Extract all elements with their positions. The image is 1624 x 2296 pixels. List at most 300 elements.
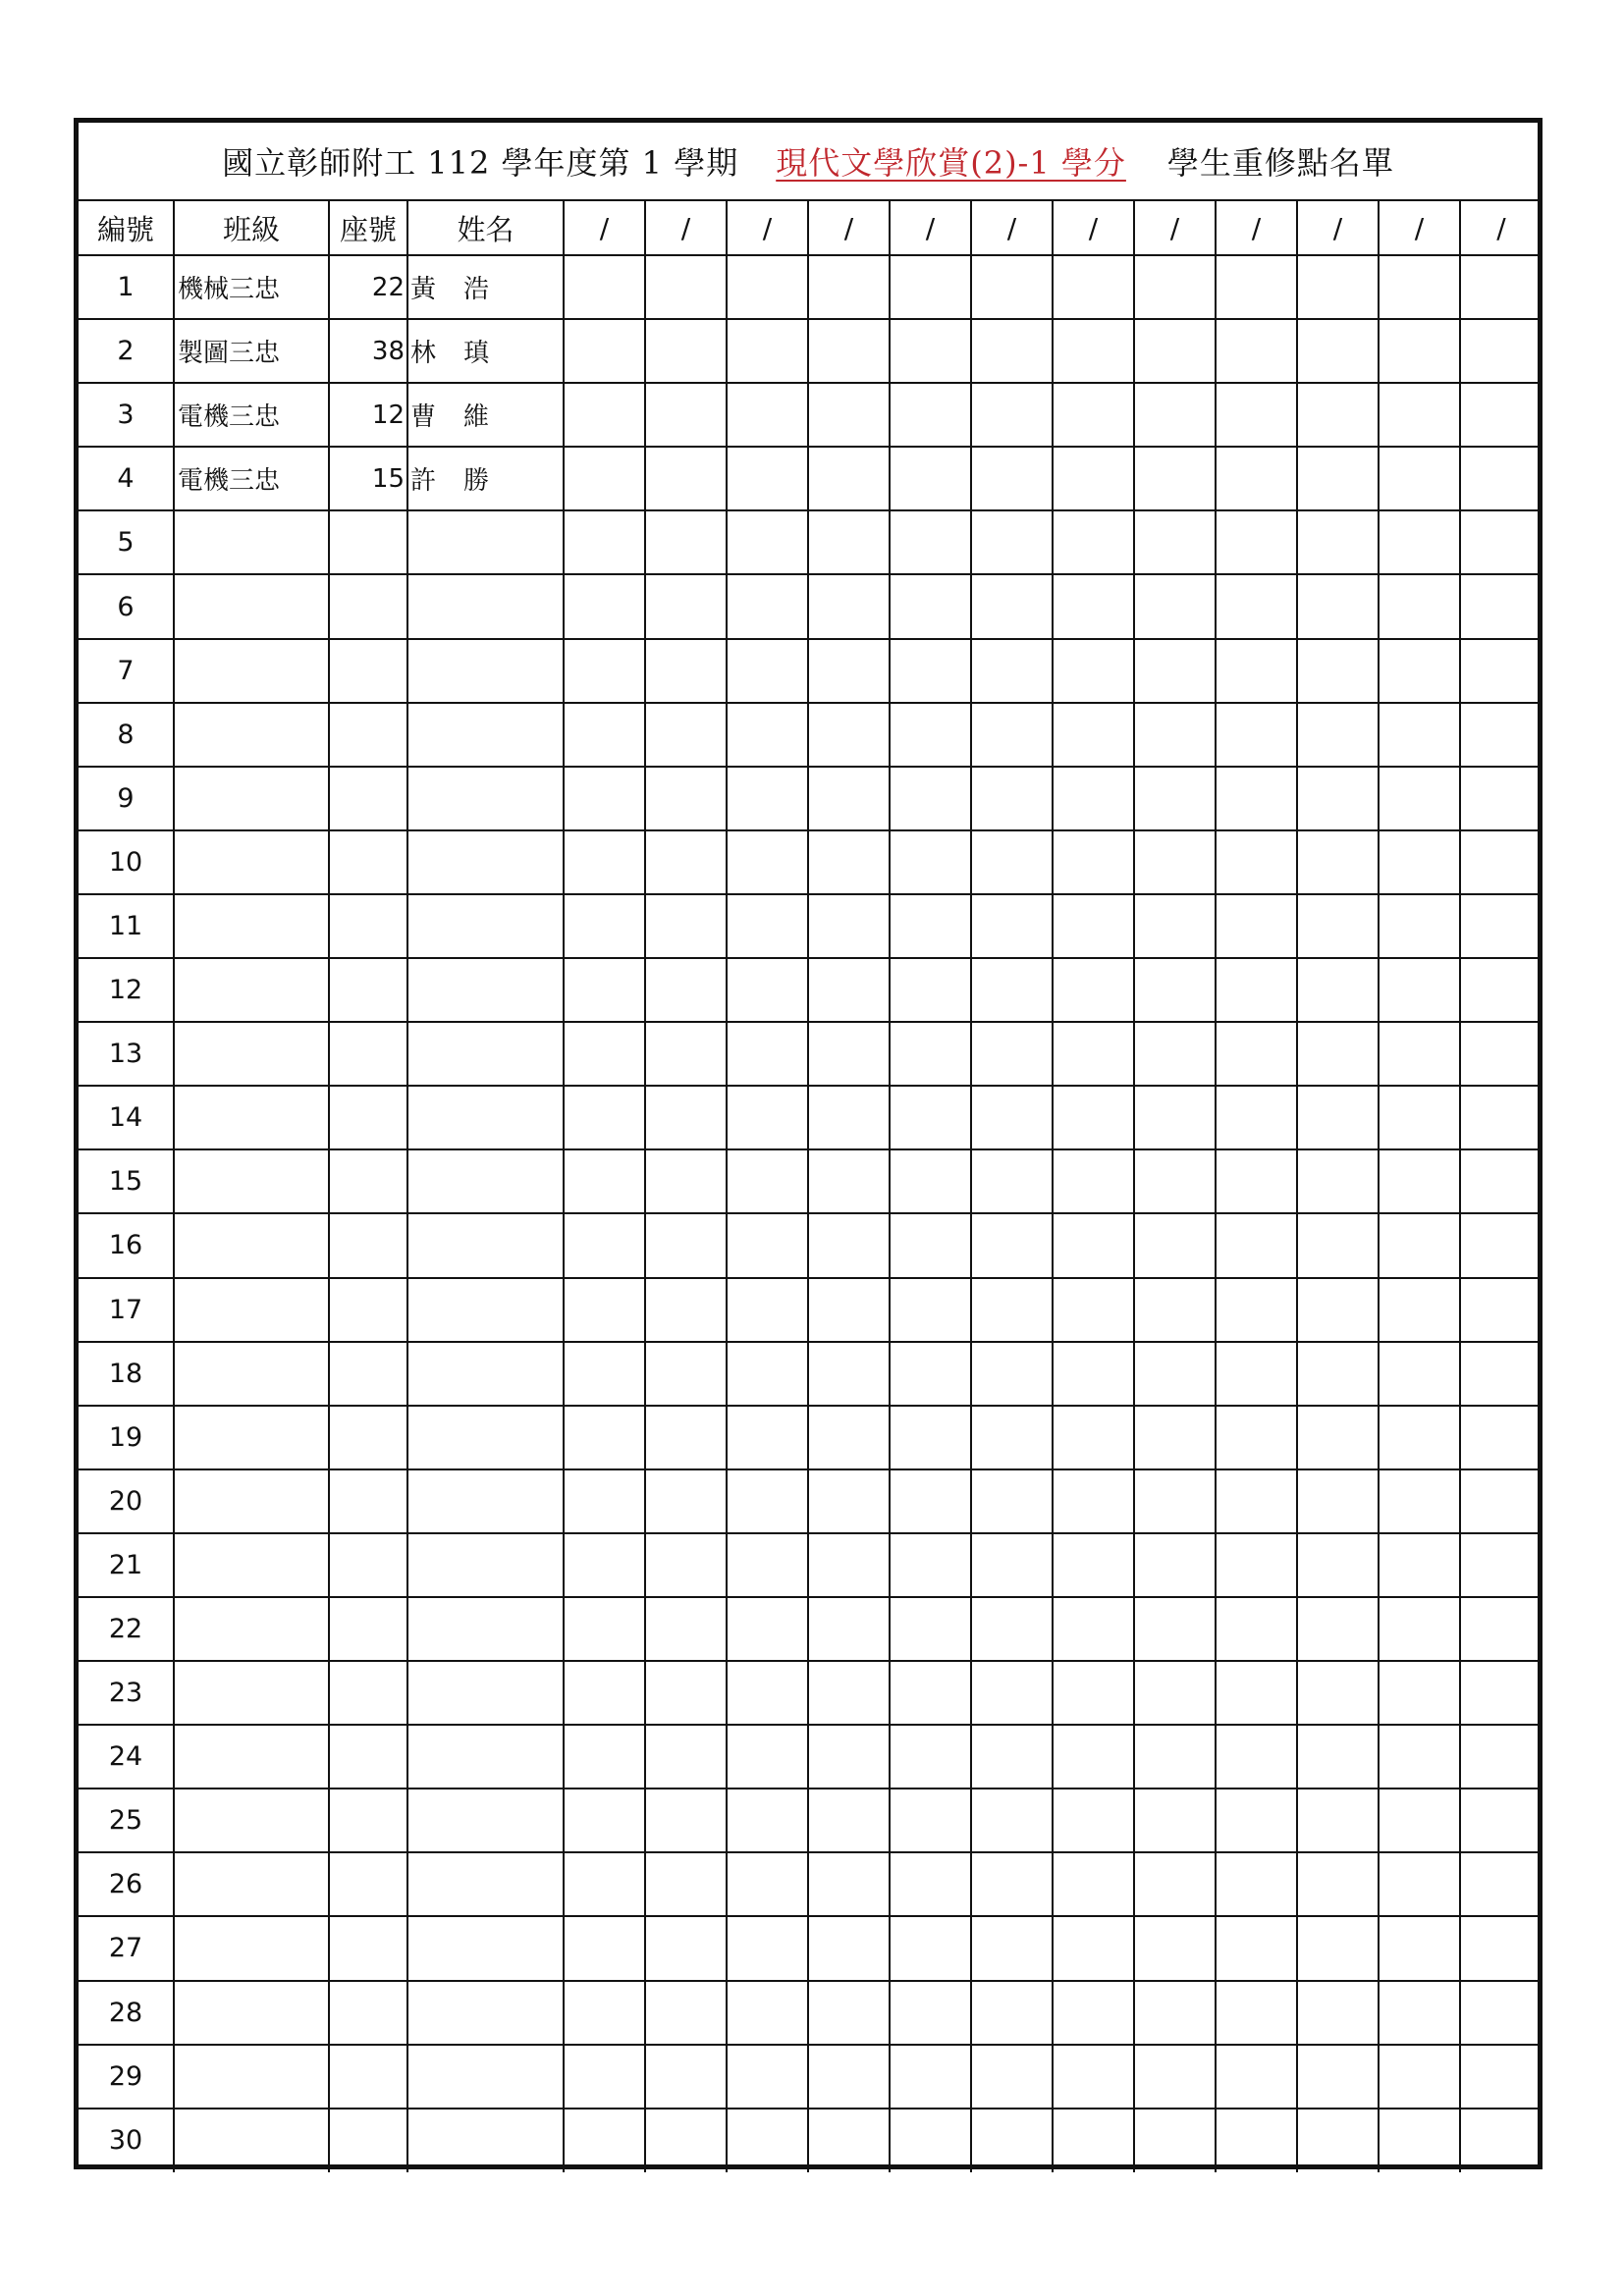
attendance-cell[interactable] [645,1278,727,1342]
attendance-cell[interactable] [1460,830,1542,894]
attendance-cell[interactable] [564,1661,645,1725]
attendance-cell[interactable] [1379,1852,1460,1916]
attendance-cell[interactable] [1216,894,1297,958]
attendance-cell[interactable] [564,767,645,830]
attendance-cell[interactable] [808,319,890,383]
attendance-cell[interactable] [1460,1213,1542,1277]
attendance-cell[interactable] [645,383,727,447]
attendance-cell[interactable] [1460,1469,1542,1533]
attendance-cell[interactable] [564,1981,645,2045]
attendance-cell[interactable] [1134,2109,1216,2172]
attendance-cell[interactable] [1297,2109,1379,2172]
attendance-cell[interactable] [564,1213,645,1277]
attendance-cell[interactable] [971,639,1053,703]
attendance-cell[interactable] [1460,1789,1542,1852]
attendance-cell[interactable] [890,1086,971,1149]
attendance-cell[interactable] [971,1981,1053,2045]
attendance-cell[interactable] [971,447,1053,510]
attendance-cell[interactable] [808,1406,890,1469]
attendance-cell[interactable] [1134,447,1216,510]
attendance-cell[interactable] [1297,1916,1379,1980]
attendance-cell[interactable] [645,639,727,703]
attendance-cell[interactable] [1053,447,1134,510]
attendance-cell[interactable] [1379,1597,1460,1661]
attendance-cell[interactable] [645,1981,727,2045]
attendance-cell[interactable] [808,1342,890,1406]
attendance-cell[interactable] [727,1725,808,1789]
attendance-cell[interactable] [1053,1725,1134,1789]
attendance-cell[interactable] [971,1597,1053,1661]
attendance-cell[interactable] [1297,1086,1379,1149]
attendance-cell[interactable] [1134,639,1216,703]
attendance-cell[interactable] [1134,703,1216,767]
attendance-cell[interactable] [1379,1022,1460,1086]
attendance-cell[interactable] [1460,1661,1542,1725]
attendance-cell[interactable] [564,574,645,638]
attendance-cell[interactable] [1297,1022,1379,1086]
attendance-cell[interactable] [1216,1342,1297,1406]
attendance-cell[interactable] [1460,1533,1542,1597]
attendance-cell[interactable] [727,830,808,894]
attendance-cell[interactable] [890,1342,971,1406]
attendance-cell[interactable] [1216,1981,1297,2045]
attendance-cell[interactable] [727,1597,808,1661]
attendance-cell[interactable] [1053,319,1134,383]
attendance-cell[interactable] [808,447,890,510]
attendance-cell[interactable] [645,2109,727,2172]
attendance-cell[interactable] [1297,894,1379,958]
attendance-cell[interactable] [564,1725,645,1789]
attendance-cell[interactable] [727,1022,808,1086]
attendance-cell[interactable] [1053,1533,1134,1597]
attendance-cell[interactable] [1053,830,1134,894]
attendance-cell[interactable] [1460,2045,1542,2109]
attendance-cell[interactable] [1053,958,1134,1022]
attendance-cell[interactable] [890,255,971,319]
attendance-cell[interactable] [971,255,1053,319]
attendance-cell[interactable] [1216,383,1297,447]
attendance-cell[interactable] [1297,1342,1379,1406]
attendance-cell[interactable] [1379,894,1460,958]
attendance-cell[interactable] [645,767,727,830]
attendance-cell[interactable] [808,894,890,958]
attendance-cell[interactable] [1460,639,1542,703]
attendance-cell[interactable] [890,1278,971,1342]
attendance-cell[interactable] [1297,1725,1379,1789]
attendance-cell[interactable] [1460,1278,1542,1342]
attendance-cell[interactable] [1053,1213,1134,1277]
attendance-cell[interactable] [1379,1533,1460,1597]
attendance-cell[interactable] [727,1149,808,1213]
attendance-cell[interactable] [564,703,645,767]
attendance-cell[interactable] [1134,574,1216,638]
attendance-cell[interactable] [727,319,808,383]
attendance-cell[interactable] [971,574,1053,638]
attendance-cell[interactable] [890,383,971,447]
attendance-cell[interactable] [808,1981,890,2045]
attendance-cell[interactable] [1216,1725,1297,1789]
attendance-cell[interactable] [1460,447,1542,510]
attendance-cell[interactable] [1053,383,1134,447]
attendance-cell[interactable] [1053,1789,1134,1852]
attendance-cell[interactable] [890,2045,971,2109]
attendance-cell[interactable] [971,1533,1053,1597]
attendance-cell[interactable] [971,1086,1053,1149]
attendance-cell[interactable] [890,1916,971,1980]
attendance-cell[interactable] [1460,703,1542,767]
attendance-cell[interactable] [1216,1406,1297,1469]
attendance-cell[interactable] [890,958,971,1022]
attendance-cell[interactable] [1460,383,1542,447]
attendance-cell[interactable] [1297,703,1379,767]
attendance-cell[interactable] [971,1852,1053,1916]
attendance-cell[interactable] [1216,319,1297,383]
attendance-cell[interactable] [1297,255,1379,319]
attendance-cell[interactable] [808,2109,890,2172]
attendance-cell[interactable] [1297,1406,1379,1469]
attendance-cell[interactable] [1216,703,1297,767]
attendance-cell[interactable] [808,1661,890,1725]
attendance-cell[interactable] [564,319,645,383]
attendance-cell[interactable] [1134,1852,1216,1916]
attendance-cell[interactable] [890,1852,971,1916]
attendance-cell[interactable] [1460,894,1542,958]
attendance-cell[interactable] [971,319,1053,383]
attendance-cell[interactable] [808,1149,890,1213]
attendance-cell[interactable] [727,1086,808,1149]
attendance-cell[interactable] [564,1022,645,1086]
attendance-cell[interactable] [808,255,890,319]
attendance-cell[interactable] [1297,447,1379,510]
attendance-cell[interactable] [564,1469,645,1533]
attendance-cell[interactable] [1297,958,1379,1022]
attendance-cell[interactable] [890,1981,971,2045]
attendance-cell[interactable] [727,639,808,703]
attendance-cell[interactable] [645,1022,727,1086]
attendance-cell[interactable] [1216,639,1297,703]
attendance-cell[interactable] [564,2109,645,2172]
attendance-cell[interactable] [564,1597,645,1661]
attendance-cell[interactable] [1216,1278,1297,1342]
attendance-cell[interactable] [1297,1213,1379,1277]
attendance-cell[interactable] [564,830,645,894]
attendance-cell[interactable] [727,958,808,1022]
attendance-cell[interactable] [1460,1725,1542,1789]
attendance-cell[interactable] [1379,1213,1460,1277]
attendance-cell[interactable] [1297,830,1379,894]
attendance-cell[interactable] [1297,2045,1379,2109]
attendance-cell[interactable] [1053,1278,1134,1342]
attendance-cell[interactable] [1134,894,1216,958]
attendance-cell[interactable] [808,1789,890,1852]
attendance-cell[interactable] [1297,1597,1379,1661]
attendance-cell[interactable] [727,1278,808,1342]
attendance-cell[interactable] [1379,1916,1460,1980]
attendance-cell[interactable] [1216,1469,1297,1533]
attendance-cell[interactable] [645,1852,727,1916]
attendance-cell[interactable] [890,639,971,703]
attendance-cell[interactable] [1460,1086,1542,1149]
attendance-cell[interactable] [645,830,727,894]
attendance-cell[interactable] [1379,1406,1460,1469]
attendance-cell[interactable] [971,1149,1053,1213]
attendance-cell[interactable] [564,1086,645,1149]
attendance-cell[interactable] [1460,767,1542,830]
attendance-cell[interactable] [971,1469,1053,1533]
attendance-cell[interactable] [645,1661,727,1725]
attendance-cell[interactable] [727,1342,808,1406]
attendance-cell[interactable] [1216,1916,1297,1980]
attendance-cell[interactable] [564,1916,645,1980]
attendance-cell[interactable] [1216,958,1297,1022]
attendance-cell[interactable] [1053,1597,1134,1661]
attendance-cell[interactable] [1379,255,1460,319]
attendance-cell[interactable] [1053,1149,1134,1213]
attendance-cell[interactable] [1134,319,1216,383]
attendance-cell[interactable] [727,574,808,638]
attendance-cell[interactable] [1134,1213,1216,1277]
attendance-cell[interactable] [971,2045,1053,2109]
attendance-cell[interactable] [564,639,645,703]
attendance-cell[interactable] [1460,1342,1542,1406]
attendance-cell[interactable] [1134,255,1216,319]
attendance-cell[interactable] [645,894,727,958]
attendance-cell[interactable] [564,1789,645,1852]
attendance-cell[interactable] [971,1406,1053,1469]
attendance-cell[interactable] [1134,510,1216,574]
attendance-cell[interactable] [1379,2045,1460,2109]
attendance-cell[interactable] [727,1406,808,1469]
attendance-cell[interactable] [808,830,890,894]
attendance-cell[interactable] [890,1533,971,1597]
attendance-cell[interactable] [890,1725,971,1789]
attendance-cell[interactable] [1460,2109,1542,2172]
attendance-cell[interactable] [1216,1597,1297,1661]
attendance-cell[interactable] [971,767,1053,830]
attendance-cell[interactable] [890,1469,971,1533]
attendance-cell[interactable] [1134,1086,1216,1149]
attendance-cell[interactable] [1134,383,1216,447]
attendance-cell[interactable] [890,1022,971,1086]
attendance-cell[interactable] [1379,1342,1460,1406]
attendance-cell[interactable] [1379,1981,1460,2045]
attendance-cell[interactable] [1216,1022,1297,1086]
attendance-cell[interactable] [1460,1852,1542,1916]
attendance-cell[interactable] [727,255,808,319]
attendance-cell[interactable] [645,1149,727,1213]
attendance-cell[interactable] [890,1661,971,1725]
attendance-cell[interactable] [1134,1469,1216,1533]
attendance-cell[interactable] [1297,574,1379,638]
attendance-cell[interactable] [1379,383,1460,447]
attendance-cell[interactable] [808,1533,890,1597]
attendance-cell[interactable] [1134,1149,1216,1213]
attendance-cell[interactable] [1134,1597,1216,1661]
attendance-cell[interactable] [564,1852,645,1916]
attendance-cell[interactable] [890,1213,971,1277]
attendance-cell[interactable] [1216,510,1297,574]
attendance-cell[interactable] [808,767,890,830]
attendance-cell[interactable] [727,767,808,830]
attendance-cell[interactable] [971,1342,1053,1406]
attendance-cell[interactable] [808,1469,890,1533]
attendance-cell[interactable] [1460,255,1542,319]
attendance-cell[interactable] [1216,447,1297,510]
attendance-cell[interactable] [727,447,808,510]
attendance-cell[interactable] [727,1916,808,1980]
attendance-cell[interactable] [1134,1981,1216,2045]
attendance-cell[interactable] [564,1533,645,1597]
attendance-cell[interactable] [971,894,1053,958]
attendance-cell[interactable] [971,1789,1053,1852]
attendance-cell[interactable] [645,447,727,510]
attendance-cell[interactable] [1297,1981,1379,2045]
attendance-cell[interactable] [645,574,727,638]
attendance-cell[interactable] [645,1597,727,1661]
attendance-cell[interactable] [727,1469,808,1533]
attendance-cell[interactable] [808,383,890,447]
attendance-cell[interactable] [727,2109,808,2172]
attendance-cell[interactable] [1053,574,1134,638]
attendance-cell[interactable] [1053,1916,1134,1980]
attendance-cell[interactable] [1297,1278,1379,1342]
attendance-cell[interactable] [971,1022,1053,1086]
attendance-cell[interactable] [1134,1661,1216,1725]
attendance-cell[interactable] [1134,1789,1216,1852]
attendance-cell[interactable] [971,830,1053,894]
attendance-cell[interactable] [727,2045,808,2109]
attendance-cell[interactable] [645,319,727,383]
attendance-cell[interactable] [1379,574,1460,638]
attendance-cell[interactable] [971,510,1053,574]
attendance-cell[interactable] [1216,1086,1297,1149]
attendance-cell[interactable] [727,1533,808,1597]
attendance-cell[interactable] [1460,1406,1542,1469]
attendance-cell[interactable] [1379,1086,1460,1149]
attendance-cell[interactable] [1460,1981,1542,2045]
attendance-cell[interactable] [971,1916,1053,1980]
attendance-cell[interactable] [1134,1278,1216,1342]
attendance-cell[interactable] [808,958,890,1022]
attendance-cell[interactable] [1460,510,1542,574]
attendance-cell[interactable] [971,2109,1053,2172]
attendance-cell[interactable] [1379,1278,1460,1342]
attendance-cell[interactable] [645,1469,727,1533]
attendance-cell[interactable] [1379,958,1460,1022]
attendance-cell[interactable] [1053,1852,1134,1916]
attendance-cell[interactable] [971,1725,1053,1789]
attendance-cell[interactable] [1379,319,1460,383]
attendance-cell[interactable] [890,319,971,383]
attendance-cell[interactable] [890,447,971,510]
attendance-cell[interactable] [971,1213,1053,1277]
attendance-cell[interactable] [808,703,890,767]
attendance-cell[interactable] [1053,1086,1134,1149]
attendance-cell[interactable] [1134,1342,1216,1406]
attendance-cell[interactable] [564,255,645,319]
attendance-cell[interactable] [564,1278,645,1342]
attendance-cell[interactable] [645,1342,727,1406]
attendance-cell[interactable] [1379,1661,1460,1725]
attendance-cell[interactable] [890,1149,971,1213]
attendance-cell[interactable] [1053,510,1134,574]
attendance-cell[interactable] [1053,894,1134,958]
attendance-cell[interactable] [645,2045,727,2109]
attendance-cell[interactable] [1379,2109,1460,2172]
attendance-cell[interactable] [971,703,1053,767]
attendance-cell[interactable] [1053,1469,1134,1533]
attendance-cell[interactable] [727,1661,808,1725]
attendance-cell[interactable] [808,1597,890,1661]
attendance-cell[interactable] [564,1406,645,1469]
attendance-cell[interactable] [1053,1342,1134,1406]
attendance-cell[interactable] [1216,1661,1297,1725]
attendance-cell[interactable] [808,1725,890,1789]
attendance-cell[interactable] [645,1789,727,1852]
attendance-cell[interactable] [1297,1852,1379,1916]
attendance-cell[interactable] [890,2109,971,2172]
attendance-cell[interactable] [564,510,645,574]
attendance-cell[interactable] [564,958,645,1022]
attendance-cell[interactable] [1460,1916,1542,1980]
attendance-cell[interactable] [645,1086,727,1149]
attendance-cell[interactable] [564,383,645,447]
attendance-cell[interactable] [727,1213,808,1277]
attendance-cell[interactable] [1134,958,1216,1022]
attendance-cell[interactable] [1216,574,1297,638]
attendance-cell[interactable] [808,1022,890,1086]
attendance-cell[interactable] [1460,1149,1542,1213]
attendance-cell[interactable] [645,510,727,574]
attendance-cell[interactable] [1297,639,1379,703]
attendance-cell[interactable] [890,830,971,894]
attendance-cell[interactable] [1379,1469,1460,1533]
attendance-cell[interactable] [1216,1213,1297,1277]
attendance-cell[interactable] [1134,2045,1216,2109]
attendance-cell[interactable] [1134,830,1216,894]
attendance-cell[interactable] [1216,1852,1297,1916]
attendance-cell[interactable] [645,1533,727,1597]
attendance-cell[interactable] [1053,2045,1134,2109]
attendance-cell[interactable] [564,1149,645,1213]
attendance-cell[interactable] [1134,767,1216,830]
attendance-cell[interactable] [1216,1533,1297,1597]
attendance-cell[interactable] [1297,1149,1379,1213]
attendance-cell[interactable] [808,574,890,638]
attendance-cell[interactable] [1134,1916,1216,1980]
attendance-cell[interactable] [1297,510,1379,574]
attendance-cell[interactable] [971,958,1053,1022]
attendance-cell[interactable] [890,894,971,958]
attendance-cell[interactable] [645,1213,727,1277]
attendance-cell[interactable] [808,2045,890,2109]
attendance-cell[interactable] [971,1278,1053,1342]
attendance-cell[interactable] [1216,1149,1297,1213]
attendance-cell[interactable] [1216,255,1297,319]
attendance-cell[interactable] [808,510,890,574]
attendance-cell[interactable] [1134,1725,1216,1789]
attendance-cell[interactable] [1053,1022,1134,1086]
attendance-cell[interactable] [645,1725,727,1789]
attendance-cell[interactable] [1053,703,1134,767]
attendance-cell[interactable] [727,510,808,574]
attendance-cell[interactable] [564,447,645,510]
attendance-cell[interactable] [1297,319,1379,383]
attendance-cell[interactable] [645,255,727,319]
attendance-cell[interactable] [645,958,727,1022]
attendance-cell[interactable] [564,2045,645,2109]
attendance-cell[interactable] [890,1597,971,1661]
